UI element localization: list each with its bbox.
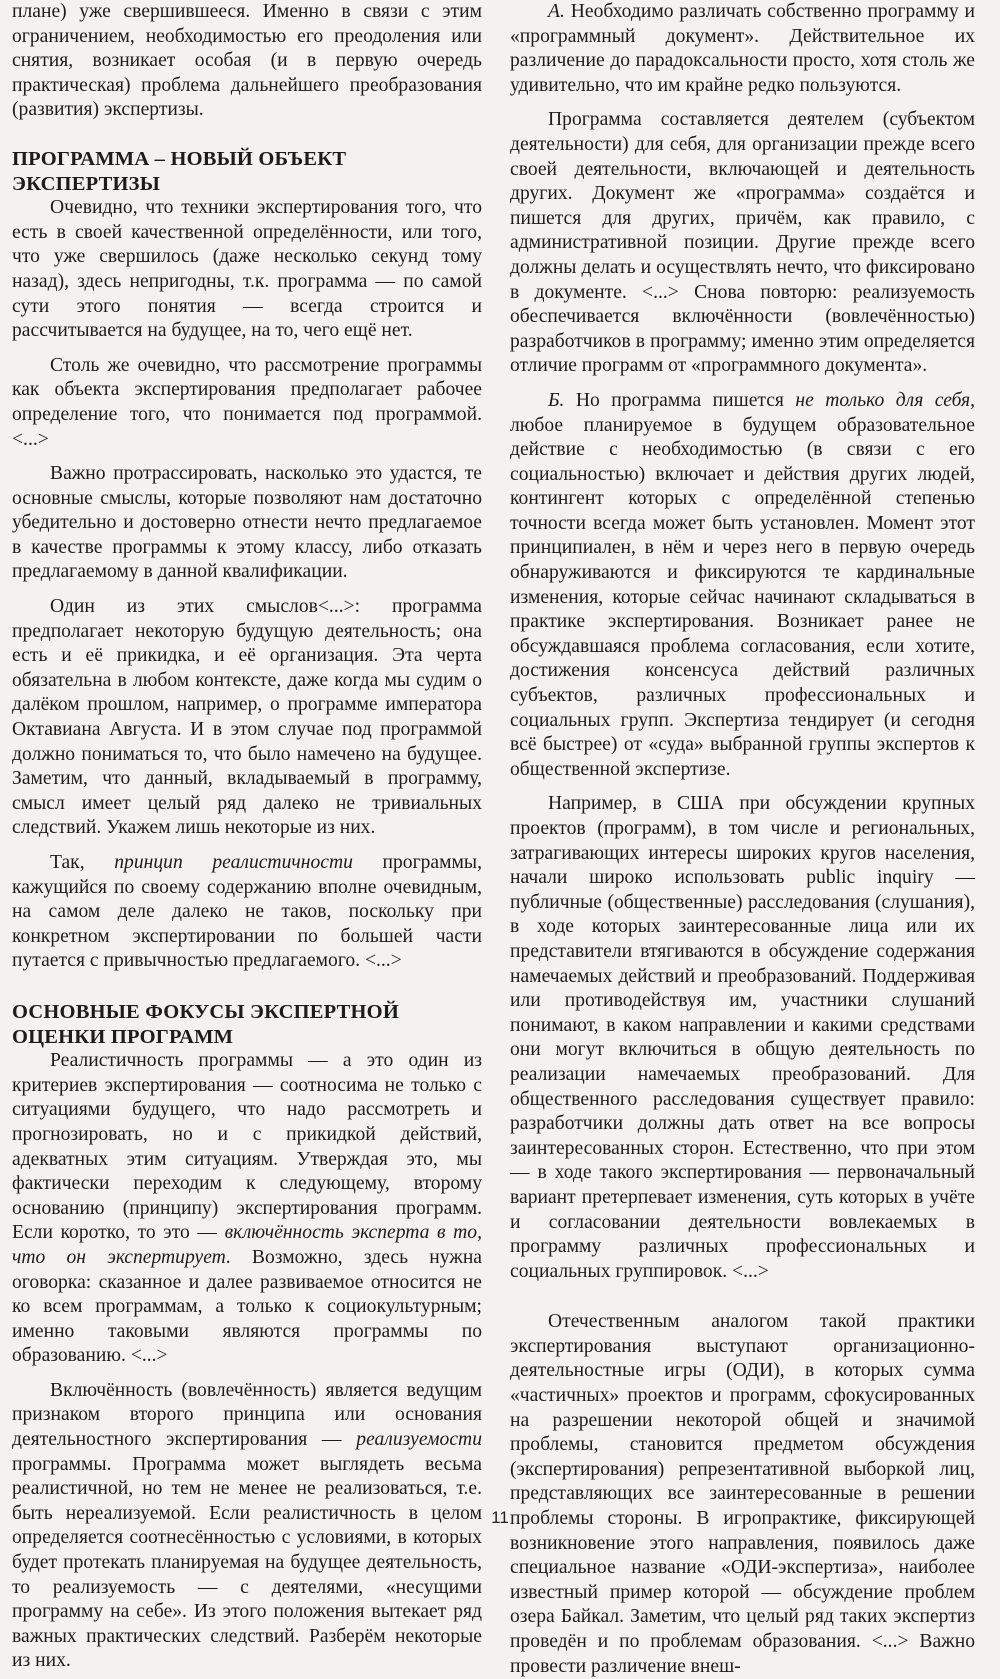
emphasis: принцип реалистичности xyxy=(114,852,353,873)
text-run: . Возможно, здесь нужна оговорка: сказанное и далее развиваемое относится не ко всем программам, а только к социокультурным; именно таковыми являются программы по образованию. <...> xyxy=(12,1246,482,1367)
text-run: программы. Программа может выглядеть весьма реалистичной, но тем не менее не реализоваться, т.е. быть нереализуемой. Если реалистичность в целом определяется соотнесённостью с условиями, в которых будет протекать планируемая на будущее деятельность, то реализуемость — с деятелями, «несущими программу на себе». Из этого положения вытекает ряд важных практических следствий. Разберём некоторые из них. xyxy=(12,1453,482,1672)
paragraph-point-b xyxy=(510,389,975,783)
paragraph: Столь же очевидно, что рассмотрение программы как объекта экспертирования предполагает рабочее определение того, что понимается под программой. <...> xyxy=(12,354,482,450)
emphasis: включённость эксперта в то, что он экспертирует xyxy=(12,1222,482,1268)
text-run: Реалистичность программы — а это один из критериев экспертирования — соотносима не только с ситуациями будущего, что надо рассмотреть и прогнозировать, но и с прикидкой действий, адекватных этим ситуациям. Утверждая это, мы фактически переходим к следующему, второму основанию (принципу) экспертирования программ. Если коротко, то это — xyxy=(12,1050,482,1244)
paragraph-usa-example: Например, в США при обсуждении крупных проектов (программ), в том числе и региональных, затрагивающих интересы широких кругов населения, начали широко использовать public inquiry — публичные (общественные) расследования (слушания), в ходе которых заинтересованные лица или их представители втягиваются в обсуждение содержания намечаемых действий и преобразований. Поддерживая или противодействуя им, участники слушаний понимают, в каком направлении и какими средствами они могут включиться в общую деятельность по реализации намечаемых преобразований. Для общественного расследования существует правило: разработчики должны дать ответ на все вопросы заинтересованных сторон. Естественно, что при этом — в ходе такого экспертирования — первоначальный вариант претерпевает изменения, суть которых в учёте и согласовании деятельности вовлекаемых в программу различных профессиональных и социальных группировок. <...> xyxy=(510,793,975,1282)
section-heading-program-new-object: ПРОГРАММА – НОВЫЙ ОБЪЕКТ ЭКСПЕРТИЗЫ xyxy=(12,147,347,195)
paragraph-realism-principle xyxy=(12,851,482,974)
text-run: программы, кажущийся по своему содержанию вполне очевидным, на самом деле далеко не таков, поскольку при конкретном экспертировании по большей части путается с привычностью предлагаемого. <...> xyxy=(12,852,482,972)
text-run: Включённость (вовлечённость) является ведущим признаком второго принципа или основания деятельностного экспертирования — xyxy=(12,1379,482,1451)
right-column xyxy=(510,0,975,1679)
point-label: Б. xyxy=(548,389,565,411)
left-column xyxy=(12,0,482,1674)
paragraph-odi: Отечественным аналогом такой практики экспертирования выступают организационно-деятельностные игры (ОДИ), в которых сумма «частичных» проектов и программ, сфокусированных на разрешении некоторой общей и значимой проблемы, становится предметом обсуждения (экспертирования) репрезентативной выборкой лиц, представляющих все заинтересованные в решении проблемы стороны. В игропрактике, фиксирующей возникновение этого направления, появилось даже специальное название «ОДИ-экспертиза», наиболее известный пример которой — обсуждение проблем озера Байкал. Заметим, что целый ряд таких экспертиз проведён и по проблемам образования. <...> Важно провести различение внеш- xyxy=(510,1311,975,1677)
paragraph: Один из этих смыслов<...>: программа предполагает некоторую будущую деятельность; она есть и её прикидка, и её организация. Эта черта обязательна в любом контексте, даже когда мы судим о далёком прошлом, например, о программе императора Октавиана Августа. И в этом случае под программой должно пониматься то, что было намечено на будущее. Заметим, что данный, вкладываемый в программу, смысл имеет целый ряд далеко не тривиальных следствий. Укажем лишь некоторые из них. xyxy=(12,596,482,839)
paragraph: Важно протрассировать, насколько это удастся, те основные смыслы, которые позволяют нам достаточно убедительно и достоверно отнести нечто предлагаемое в качестве программы к этому классу, либо отказать предлагаемому в данной квалификации. xyxy=(12,463,482,583)
emphasis: реализуемости xyxy=(356,1429,482,1451)
paragraph: Очевидно, что техники экспертирования того, что есть в своей качественной определённости, или того, что уже свершилось (даже несколько секунд тому назад), здесь непригодны, т.к. программа — по самой сути этого понятия — всегда строится и рассчитывается на будущее, на то, чего ещё нет. xyxy=(12,197,482,342)
paragraph-inclusion xyxy=(12,1049,482,1369)
text-run: Так, xyxy=(50,852,115,873)
point-label: А. xyxy=(548,1,565,22)
emphasis: не только для себя, xyxy=(795,389,975,411)
paragraph-continuation: плане) уже свершившееся. Именно в связи с этим ограничением, необходимостью его преодоления или снятия, возникает особая (и в первую очередь практическая) проблема дальнейшего преобразования (развития) экспертизы. xyxy=(12,1,482,121)
paragraph: Программа составляется деятелем (субъектом деятельности) для себя, для организации прежде всего своей деятельности, включающей и деятельность других. Документ же «программа» создаётся и пишется для других, причём, как правило, с административной позиции. Другие прежде всего должны делать и осуществлять нечто, что фиксировано в документе. <...> Снова повторю: реализуемость обеспечивается включённости (вовлечённостью) разработчиков в программу; именно этим определяется отличие программ от «программного документа». xyxy=(510,109,975,377)
page-number: 11 xyxy=(491,1508,509,1527)
paragraph-point-a xyxy=(510,0,975,98)
text-run: любое планируемое в будущем образовательное действие с необходимостью (в связи с его социальностью) включает и действия других людей, контингент которых с определённой степенью точности всегда может быть установлен. Момент этот принципиален, в нём и через него в первую очередь обнаруживаются и фиксируются те кардинальные изменения, которые сейчас начинают складываться в практике экспертирования. Возникает ранее не обсуждавшаяся проблема согласования, если хотите, достижения консенсуса действий различных субъектов, различных профессиональных и социальных групп. Экспертиза тендирует (и сегодня всё быстрее) от «суда» выбранной группы экспертов к общественной экспертизе. xyxy=(510,414,975,780)
text-run: Необходимо различать собственно программу и «программный документ». Действительное их различение до парадоксальности просто, хотя столь же удивительно, что им крайне редко пользуются. xyxy=(510,1,975,96)
text-run: Но программа пишется xyxy=(564,389,796,411)
section-heading-expert-focus: ОСНОВНЫЕ ФОКУСЫ ЭКСПЕРТНОЙ ОЦЕНКИ ПРОГРАММ xyxy=(12,1000,399,1048)
